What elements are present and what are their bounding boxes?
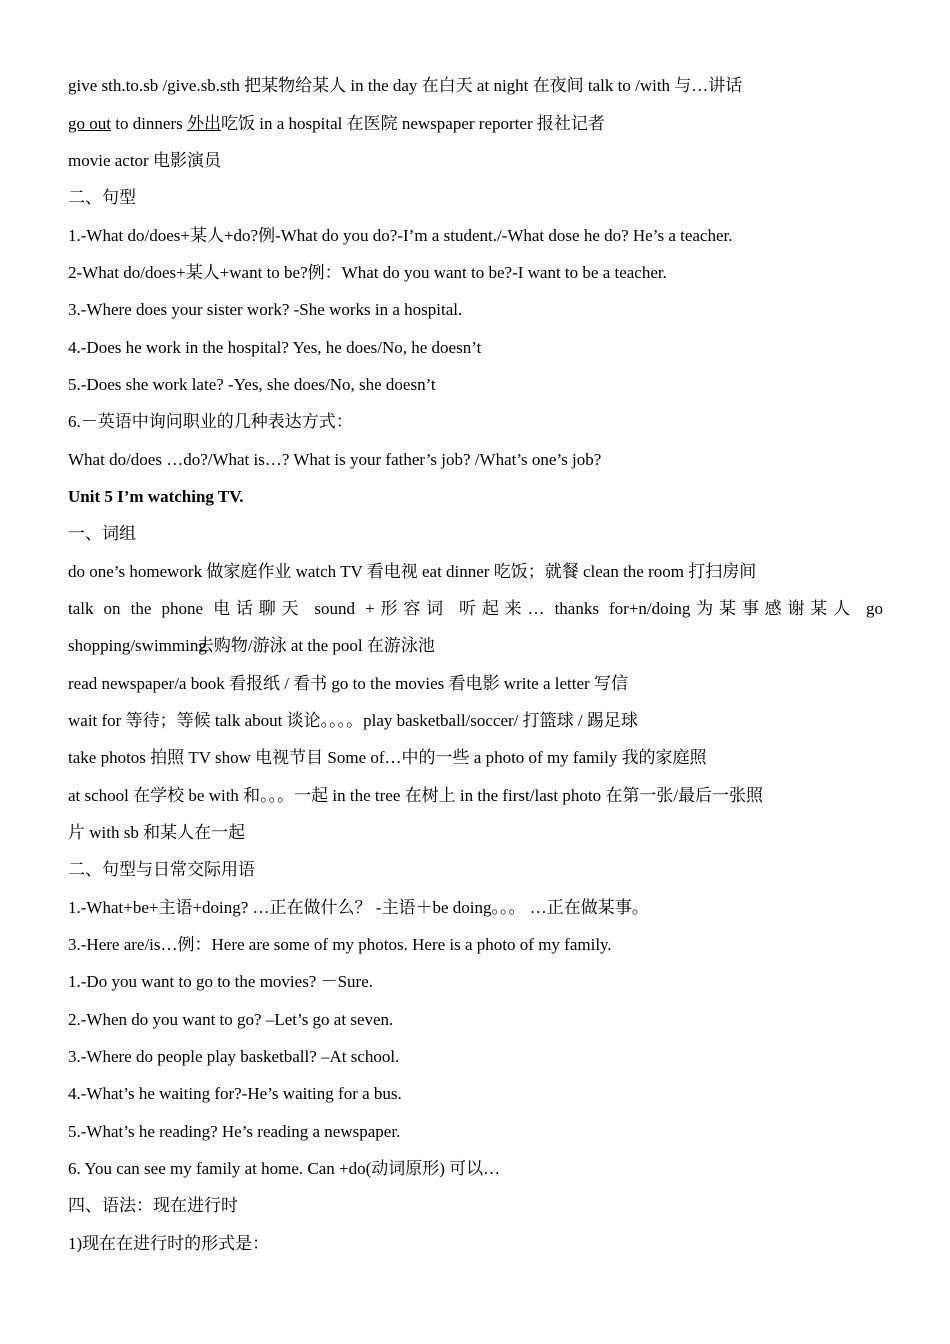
section-heading: 一、词组 (68, 524, 136, 543)
text-line: 3.-Where does your sister work? -She works in a hospital. (68, 300, 463, 319)
text-line: What do/does …do?/What is…? What is your father’s job? /What’s one’s job? (68, 450, 602, 469)
text-line: 3.-Where do people play basketball? –At school. (68, 1047, 400, 1066)
underlined-phrase: 外出 (187, 114, 222, 133)
section-heading: 四、语法：现在进行时 (68, 1196, 238, 1215)
unit-title: Unit 5 I’m watching TV. (68, 487, 244, 506)
text-line: 片 with sb 和某人在一起 (68, 823, 246, 842)
text-line: wait for 等待；等候 talk about 谈论。。。。play basketball/soccer/ 打篮球 / 踢足球 (68, 711, 638, 730)
section-heading: 二、句型与日常交际用语 (68, 860, 255, 879)
text-line: read newspaper/a book 看报纸 / 看书 go to the movies 看电影 write a letter 写信 (68, 674, 628, 693)
text-line: 1.-Do you want to go to the movies? －Sure. (68, 972, 374, 991)
text-line: 2.-When do you want to go? –Let’s go at seven. (68, 1010, 394, 1029)
underlined-phrase: go out (68, 114, 111, 133)
text-line: shopping/swimming去购物/游泳 at the pool 在游泳池 (68, 636, 435, 655)
text-line: 1.-What+be+主语+doing? …正在做什么？ -主语＋be doing。。。 …正在做某事。 (68, 898, 649, 917)
text-line: 3.-Here are/is…例：Here are some of my photos. Here is a photo of my family. (68, 935, 612, 954)
text-line: 1)现在在进行时的形式是： (68, 1234, 270, 1253)
text-line: 4.-What’s he waiting for?-He’s waiting for a bus. (68, 1084, 402, 1103)
text-line: 5.-What’s he reading? He’s reading a newspaper. (68, 1122, 401, 1141)
text-line: do one’s homework 做家庭作业 watch TV 看电视 eat dinner 吃饭；就餐 clean the room 打扫房间 (68, 562, 757, 581)
text-line: 6. You can see my family at home. Can +do(动词原形) 可以… (68, 1159, 501, 1178)
text-line: take photos 拍照 TV show 电视节目 Some of…中的一些 a photo of my family 我的家庭照 (68, 748, 707, 767)
text-line: talk on the phone 电话聊天 sound +形容词 听起来… thanks for+n/doing为某事感谢某人 go (68, 599, 883, 618)
text-line: 4.-Does he work in the hospital? Yes, he does/No, he doesn’t (68, 338, 482, 357)
text-line: 6.－英语中询问职业的几种表达方式： (68, 412, 353, 431)
text-line: 5.-Does she work late? -Yes, she does/No, she doesn’t (68, 375, 436, 394)
text-line: go out to dinners 外出吃饭 in a hospital 在医院 newspaper reporter 报社记者 (68, 114, 605, 133)
text-line: at school 在学校 be with 和。。。一起 in the tree 在树上 in the first/last photo 在第一张/最后一张照 (68, 786, 764, 805)
section-heading: 二、句型 (68, 188, 136, 207)
text-line: 1.-What do/does+某人+do?例-What do you do?-I’m a student./-What dose he do? He’s a teacher. (68, 226, 733, 245)
text-line: give sth.to.sb /give.sb.sth 把某物给某人 in the day 在白天 at night 在夜间 talk to /with 与…讲话 (68, 76, 743, 95)
text-line: 2-What do/does+某人+want to be?例：What do you want to be?-I want to be a teacher. (68, 263, 667, 282)
text-line: movie actor 电影演员 (68, 151, 221, 170)
